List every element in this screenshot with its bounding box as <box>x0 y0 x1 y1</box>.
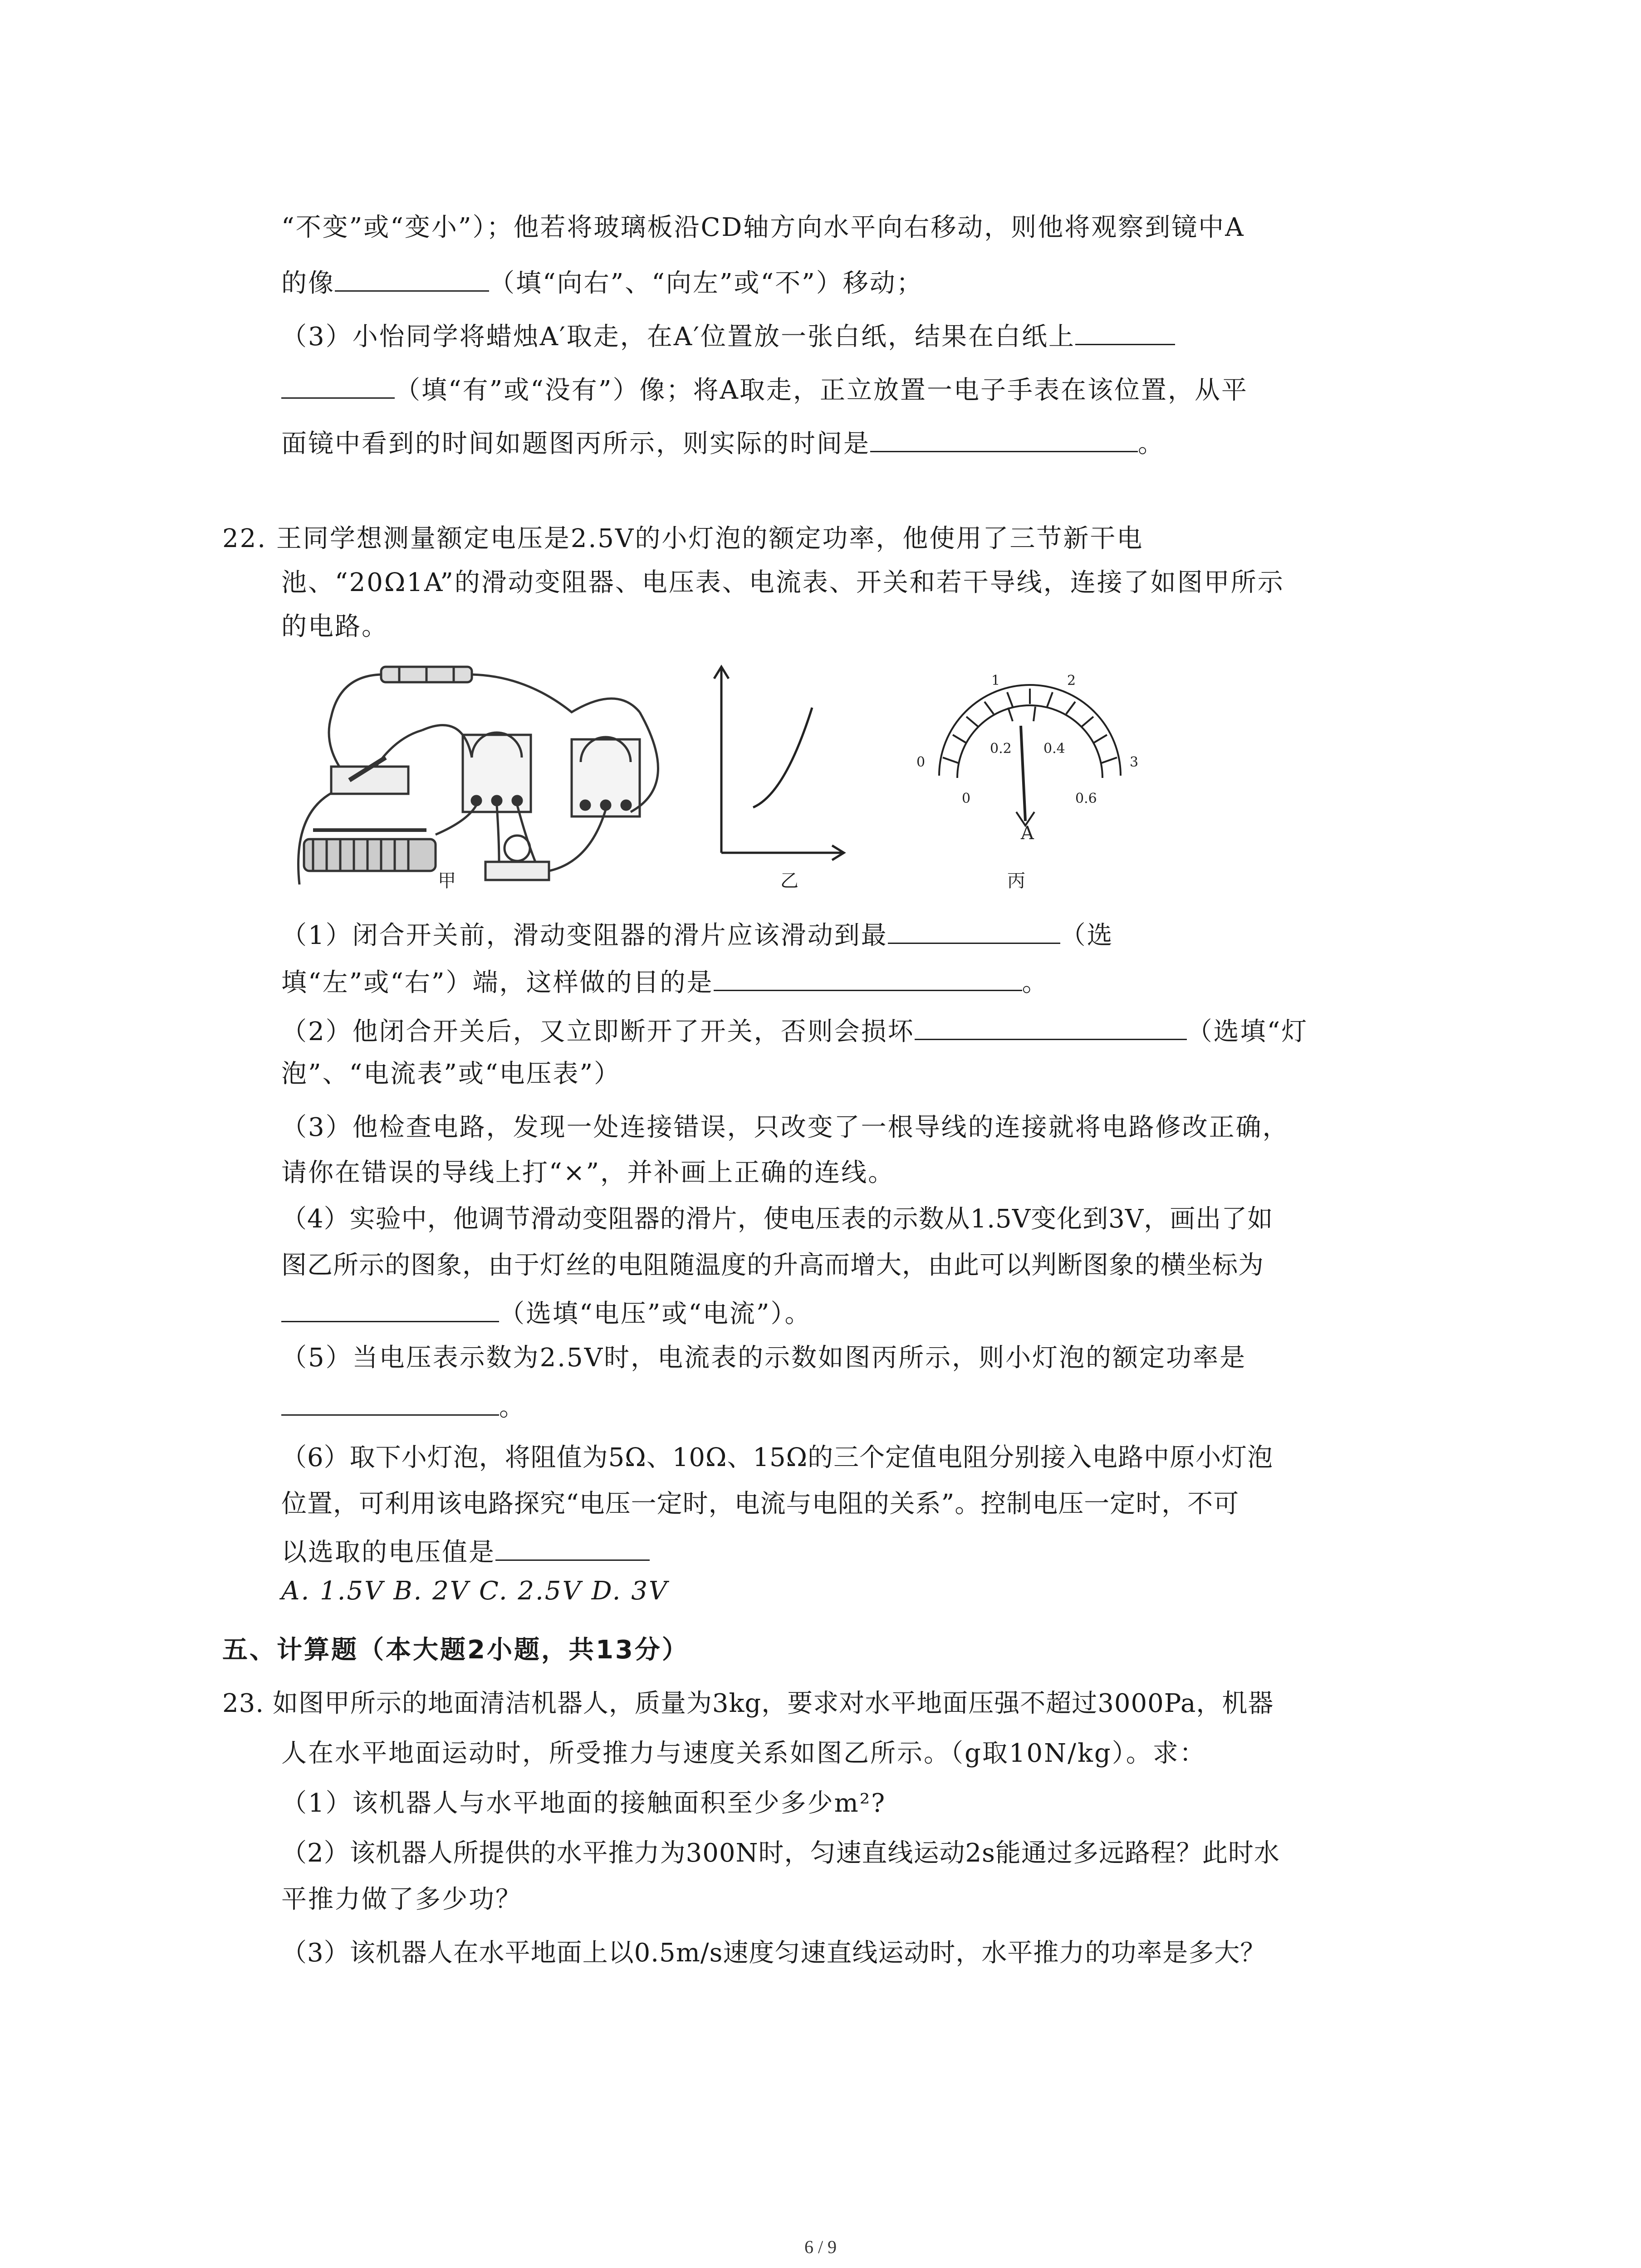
q22-s5-line2 <box>281 1387 526 1426</box>
scale-top-3: 3 <box>1130 754 1139 770</box>
answer-blank[interactable] <box>870 424 1138 452</box>
q22-intro-line2: 池、“20Ω1A”的滑动变阻器、电压表、电流表、开关和若干导线，连接了如图甲所示 <box>281 568 1284 597</box>
q23-part3: （3）该机器人在水平地面上以0.5m/s速度匀速直线运动时，水平推力的功率是多大？ <box>281 1938 1266 1968</box>
q22-s2-line2: 泡”、“电流表”或“电压表”） <box>281 1059 621 1089</box>
q22-s5-tail: 。 <box>499 1393 526 1422</box>
answer-blank[interactable] <box>495 1532 650 1561</box>
q22-s2-line1 <box>281 1012 1308 1050</box>
q21-line2-text: 的像 <box>281 269 335 298</box>
answer-blank[interactable] <box>915 1012 1187 1040</box>
ammeter-dial-bing <box>889 658 1171 848</box>
q23-part1: （1）该机器人与水平地面的接触面积至少多少m²? <box>281 1789 887 1818</box>
fig-label-jia: 甲 <box>438 870 456 891</box>
q21-line5-tail: 。 <box>1138 429 1165 459</box>
q22-s2-tail: （选填“灯 <box>1186 1017 1308 1046</box>
q22-options: A. 1.5V B. 2V C. 2.5V D. 3V <box>281 1576 669 1606</box>
q22-s6-line3 <box>281 1532 650 1571</box>
fig-label-bing: 丙 <box>1007 870 1025 891</box>
q21-line5 <box>281 424 1165 462</box>
q21-line4 <box>281 370 1248 409</box>
q22-s4-line1: （4）实验中，他调节滑动变阻器的滑片，使电压表的示数从1.5V变化到3V，画出了如 <box>281 1204 1274 1234</box>
q22-s2-text: （2）他闭合开关后，又立即断开了开关，否则会损坏 <box>281 1017 915 1046</box>
fig-label-yi: 乙 <box>780 870 798 891</box>
q22-s6-text: 以选取的电压值是 <box>281 1538 495 1567</box>
q21-line2-tail: （填“向右”、“向左”或“不”）移动； <box>489 269 923 298</box>
q22-s1-tail: （选 <box>1060 921 1114 950</box>
q22-s6-line1: （6）取下小灯泡，将阻值为5Ω、10Ω、15Ω的三个定值电阻分别接入电路中原小灯泡 <box>281 1443 1274 1472</box>
scale-bottom-1: 0.2 <box>990 741 1012 757</box>
q22-intro-line3: 的电路。 <box>281 612 388 641</box>
section-five-heading: 五、计算题（本大题2小题，共13分） <box>222 1635 689 1665</box>
q22-s3-line1: （3）他检查电路，发现一处连接错误，只改变了一根导线的连接就将电路修改正确， <box>281 1113 1289 1142</box>
q22-s3-line2: 请你在错误的导线上打“×”，并补画上正确的连线。 <box>281 1158 895 1188</box>
answer-blank[interactable] <box>281 1294 499 1322</box>
q23-intro-line1: 23. 如图甲所示的地面清洁机器人，质量为3kg，要求对水平地面压强不超过3000Pa，机器 <box>222 1689 1274 1718</box>
q21-line4-text: （填“有”或“没有”）像；将A取走，正立放置一电子手表在该位置，从平 <box>395 376 1248 405</box>
answer-blank[interactable] <box>714 963 1022 991</box>
q21-line3-text: （3）小怡同学将蜡烛A′取走，在A′位置放一张白纸，结果在白纸上 <box>281 322 1075 352</box>
scale-top-1: 1 <box>991 673 1000 689</box>
scale-bottom-3: 0.6 <box>1075 791 1097 807</box>
answer-blank[interactable] <box>335 263 489 292</box>
q22-s1-line2 <box>281 963 1049 1001</box>
scale-bottom-2: 0.4 <box>1043 741 1065 757</box>
circuit-diagram-jia <box>272 649 681 885</box>
answer-blank[interactable] <box>281 1387 499 1416</box>
q22-s5-line1: （5）当电压表示数为2.5V时，电流表的示数如图丙所示，则小灯泡的额定功率是 <box>281 1343 1247 1373</box>
q22-s4-line3 <box>281 1294 812 1332</box>
scale-top-2: 2 <box>1067 673 1076 689</box>
q22-intro-line1: 22. 王同学想测量额定电压是2.5V的小灯泡的额定功率，他使用了三节新干电 <box>222 524 1144 553</box>
q21-line1: “不变”或“变小”）；他若将玻璃板沿CD轴方向水平向右移动，则他将观察到镜中A <box>281 213 1245 242</box>
q23-part2-line2: 平推力做了多少功？ <box>281 1885 522 1914</box>
q22-s1-line1 <box>281 915 1114 954</box>
q22-s4-tail: （选填“电压”或“电流”）。 <box>499 1299 812 1329</box>
page-number: 6 / 9 <box>804 2237 837 2257</box>
q22-s4-line2: 图乙所示的图象，由于灯丝的电阻随温度的升高而增大，由此可以判断图象的横坐标为 <box>281 1251 1264 1280</box>
q22-s1-text2: 填“左”或“右”）端，这样做的目的是 <box>281 968 714 997</box>
answer-blank[interactable] <box>888 915 1060 944</box>
meter-unit: A <box>1021 823 1034 844</box>
q23-intro-line2: 人在水平地面运动时，所受推力与速度关系如图乙所示。（g取10N/kg）。求： <box>281 1739 1206 1768</box>
q22-s1-tail2: 。 <box>1022 968 1049 997</box>
q21-line3 <box>281 317 1175 355</box>
q22-s6-line2: 位置，可利用该电路探究“电压一定时，电流与电阻的关系”。控制电压一定时，不可 <box>281 1489 1239 1519</box>
q22-figures <box>272 649 1171 903</box>
answer-blank[interactable] <box>1075 317 1175 345</box>
q21-line2 <box>281 263 923 302</box>
answer-blank[interactable] <box>281 370 395 399</box>
q23-part2-line1: （2）该机器人所提供的水平推力为300N时，匀速直线运动2s能通过多远路程？此时水 <box>281 1838 1280 1868</box>
scale-top-0: 0 <box>916 754 926 770</box>
scale-bottom-0: 0 <box>962 791 971 807</box>
graph-yi <box>708 658 862 875</box>
q21-line5-text: 面镜中看到的时间如题图丙所示，则实际的时间是 <box>281 429 870 459</box>
q22-s1-text: （1）闭合开关前，滑动变阻器的滑片应该滑动到最 <box>281 921 888 950</box>
